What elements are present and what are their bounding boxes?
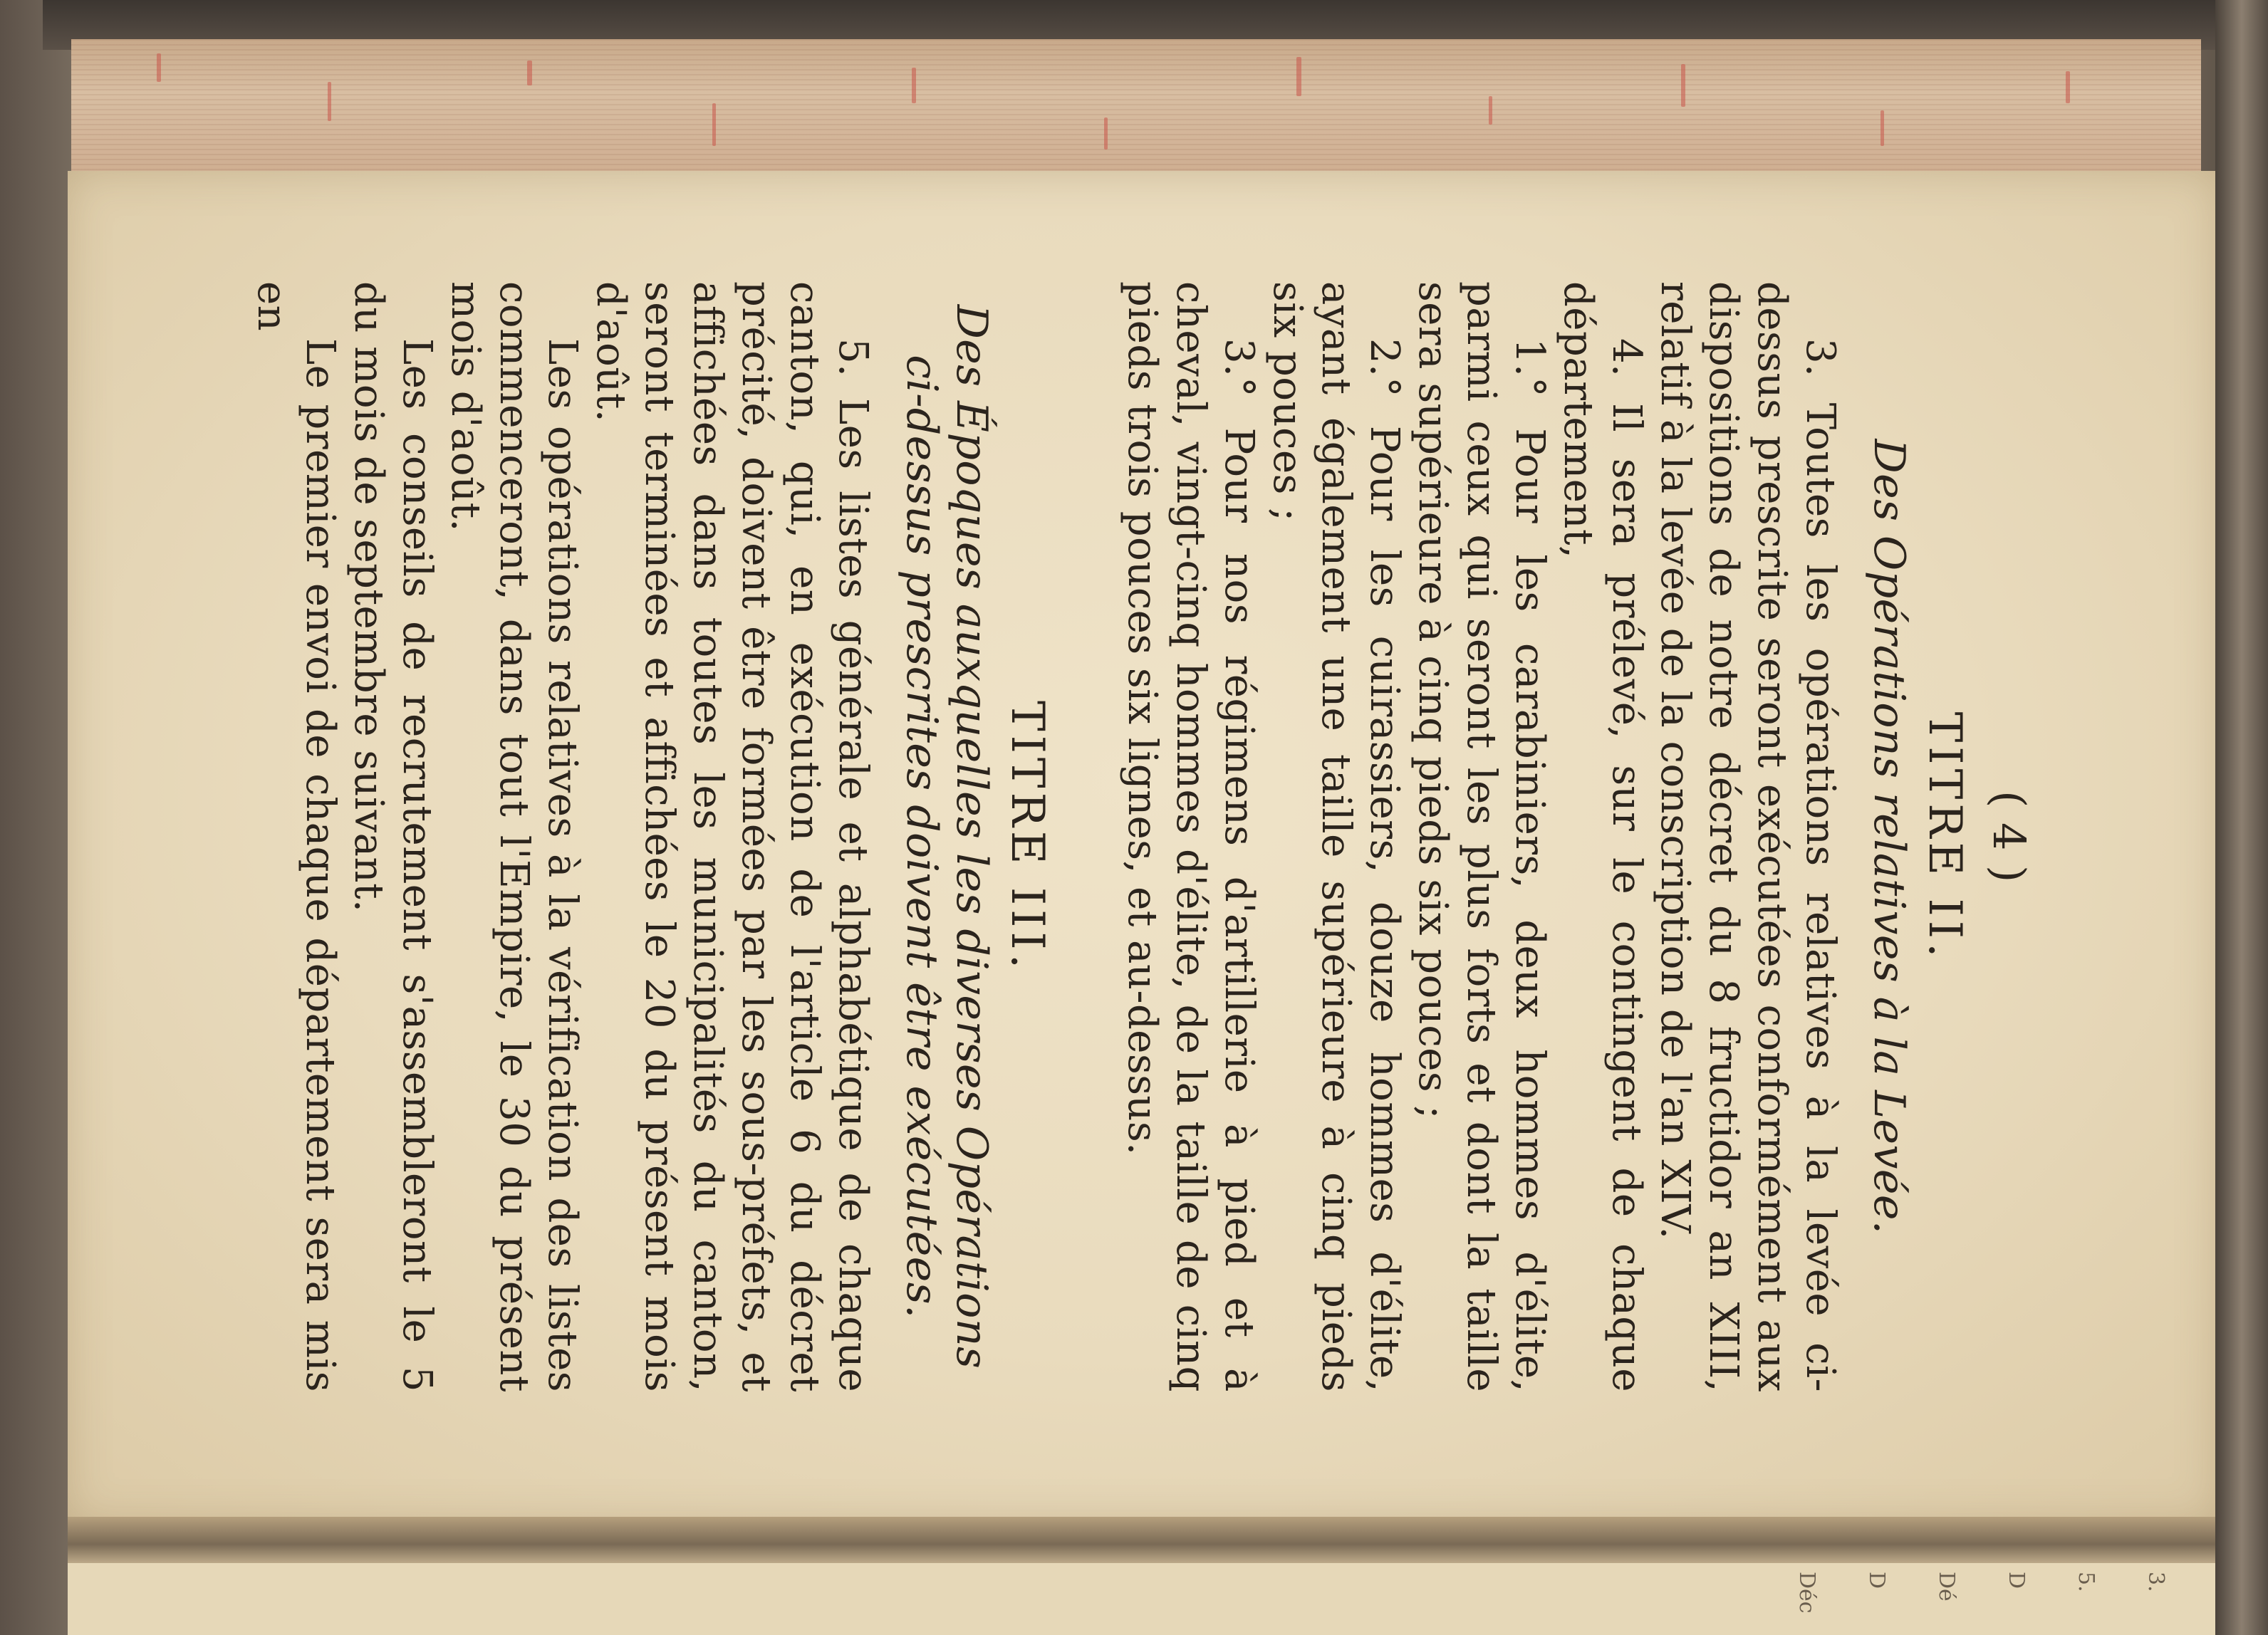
- following-page-fragment: 3.: [2143, 1572, 2168, 1592]
- page-text-block: [247, 281, 2034, 1392]
- article-5-conseils: Les conseils de recrutement s'assembleront le 5 du mois de septembre suivant.: [345, 281, 440, 1392]
- article-5: 5. Les listes générale et alphabétique de chaque canton, qui, en exécution de l'article 6 du décret précité, doivent être formées par les sous-préfets, et affichées dans toutes les municipalités du canton, seront terminées et affichées le 20 du présent mois d'août.: [588, 281, 876, 1392]
- article-5-verification: Les opérations relatives à la vérification des listes commenceront, dans tout l'Empire, le 30 du présent mois d'août.: [442, 281, 586, 1392]
- red-edge-speck: [527, 61, 532, 85]
- titre-3-subtitle: Des Époques auxquelles les diverses Opérations ci-dessus prescrites doivent être exécutées.: [897, 304, 997, 1369]
- binding-right-edge: [2215, 0, 2268, 1635]
- following-page-fragment: D: [2004, 1572, 2029, 1589]
- red-edge-speck: [712, 103, 716, 146]
- titre-2-subtitle: Des Opérations relatives à la Levée.: [1864, 439, 1914, 1235]
- following-page-fragment: Dé: [1934, 1572, 1959, 1602]
- titre-3-heading: TITRE III.: [1001, 700, 1054, 973]
- page-gutter: [68, 1517, 2219, 1567]
- article-5-premier-envoi: Le premier envoi de chaque département sera mis en: [249, 281, 343, 1392]
- section-gap: [1068, 281, 1118, 1392]
- article-4-item-3: 3.° Pour nos régimens d'artillerie à pied et à cheval, vingt-cinq hommes d'élite, de la taille de cinq pieds trois pouces six lignes, et au-dessus.: [1119, 281, 1262, 1392]
- article-4: 4. Il sera prélevé, sur le contingent de chaque département,: [1555, 281, 1650, 1392]
- red-edge-speck: [1296, 57, 1301, 96]
- following-page-text: [1772, 1572, 2190, 1614]
- article-4-item-1: 1.° Pour les carabiniers, deux hommes d'élite, parmi ceux qui seront les plus forts et dont la taille sera supérieure à cinq pieds six pouces ;: [1410, 281, 1553, 1392]
- page-fore-edge: [71, 39, 2201, 176]
- page-number: ( 4 ): [1983, 790, 2035, 883]
- red-edge-speck: [1104, 117, 1108, 150]
- article-4-item-2: 2.° Pour les cuirassiers, douze hommes d'élite, ayant également une taille supérieure à cinq pieds six pouces ;: [1264, 281, 1408, 1392]
- red-edge-speck: [1681, 64, 1685, 107]
- red-edge-speck: [912, 68, 916, 103]
- following-page-edge: [68, 1563, 2219, 1635]
- red-edge-speck: [328, 82, 331, 121]
- article-3: 3. Toutes les opérations relatives à la levée ci-dessus prescrite seront exécutées conformément aux dispositions de notre décret du 8 fructidor an XIII, relatif à la levée de la conscription de l'an XIV.: [1652, 281, 1843, 1392]
- following-page-fragment: D: [1864, 1572, 1889, 1589]
- titre-2-heading: TITRE II.: [1918, 711, 1971, 962]
- following-page-fragment: 5.: [2074, 1572, 2098, 1592]
- following-page-fragment: Déc: [1794, 1572, 1819, 1614]
- red-edge-speck: [1489, 96, 1492, 125]
- red-edge-speck: [1881, 110, 1884, 146]
- red-edge-speck: [2066, 71, 2070, 103]
- red-edge-speck: [157, 53, 161, 82]
